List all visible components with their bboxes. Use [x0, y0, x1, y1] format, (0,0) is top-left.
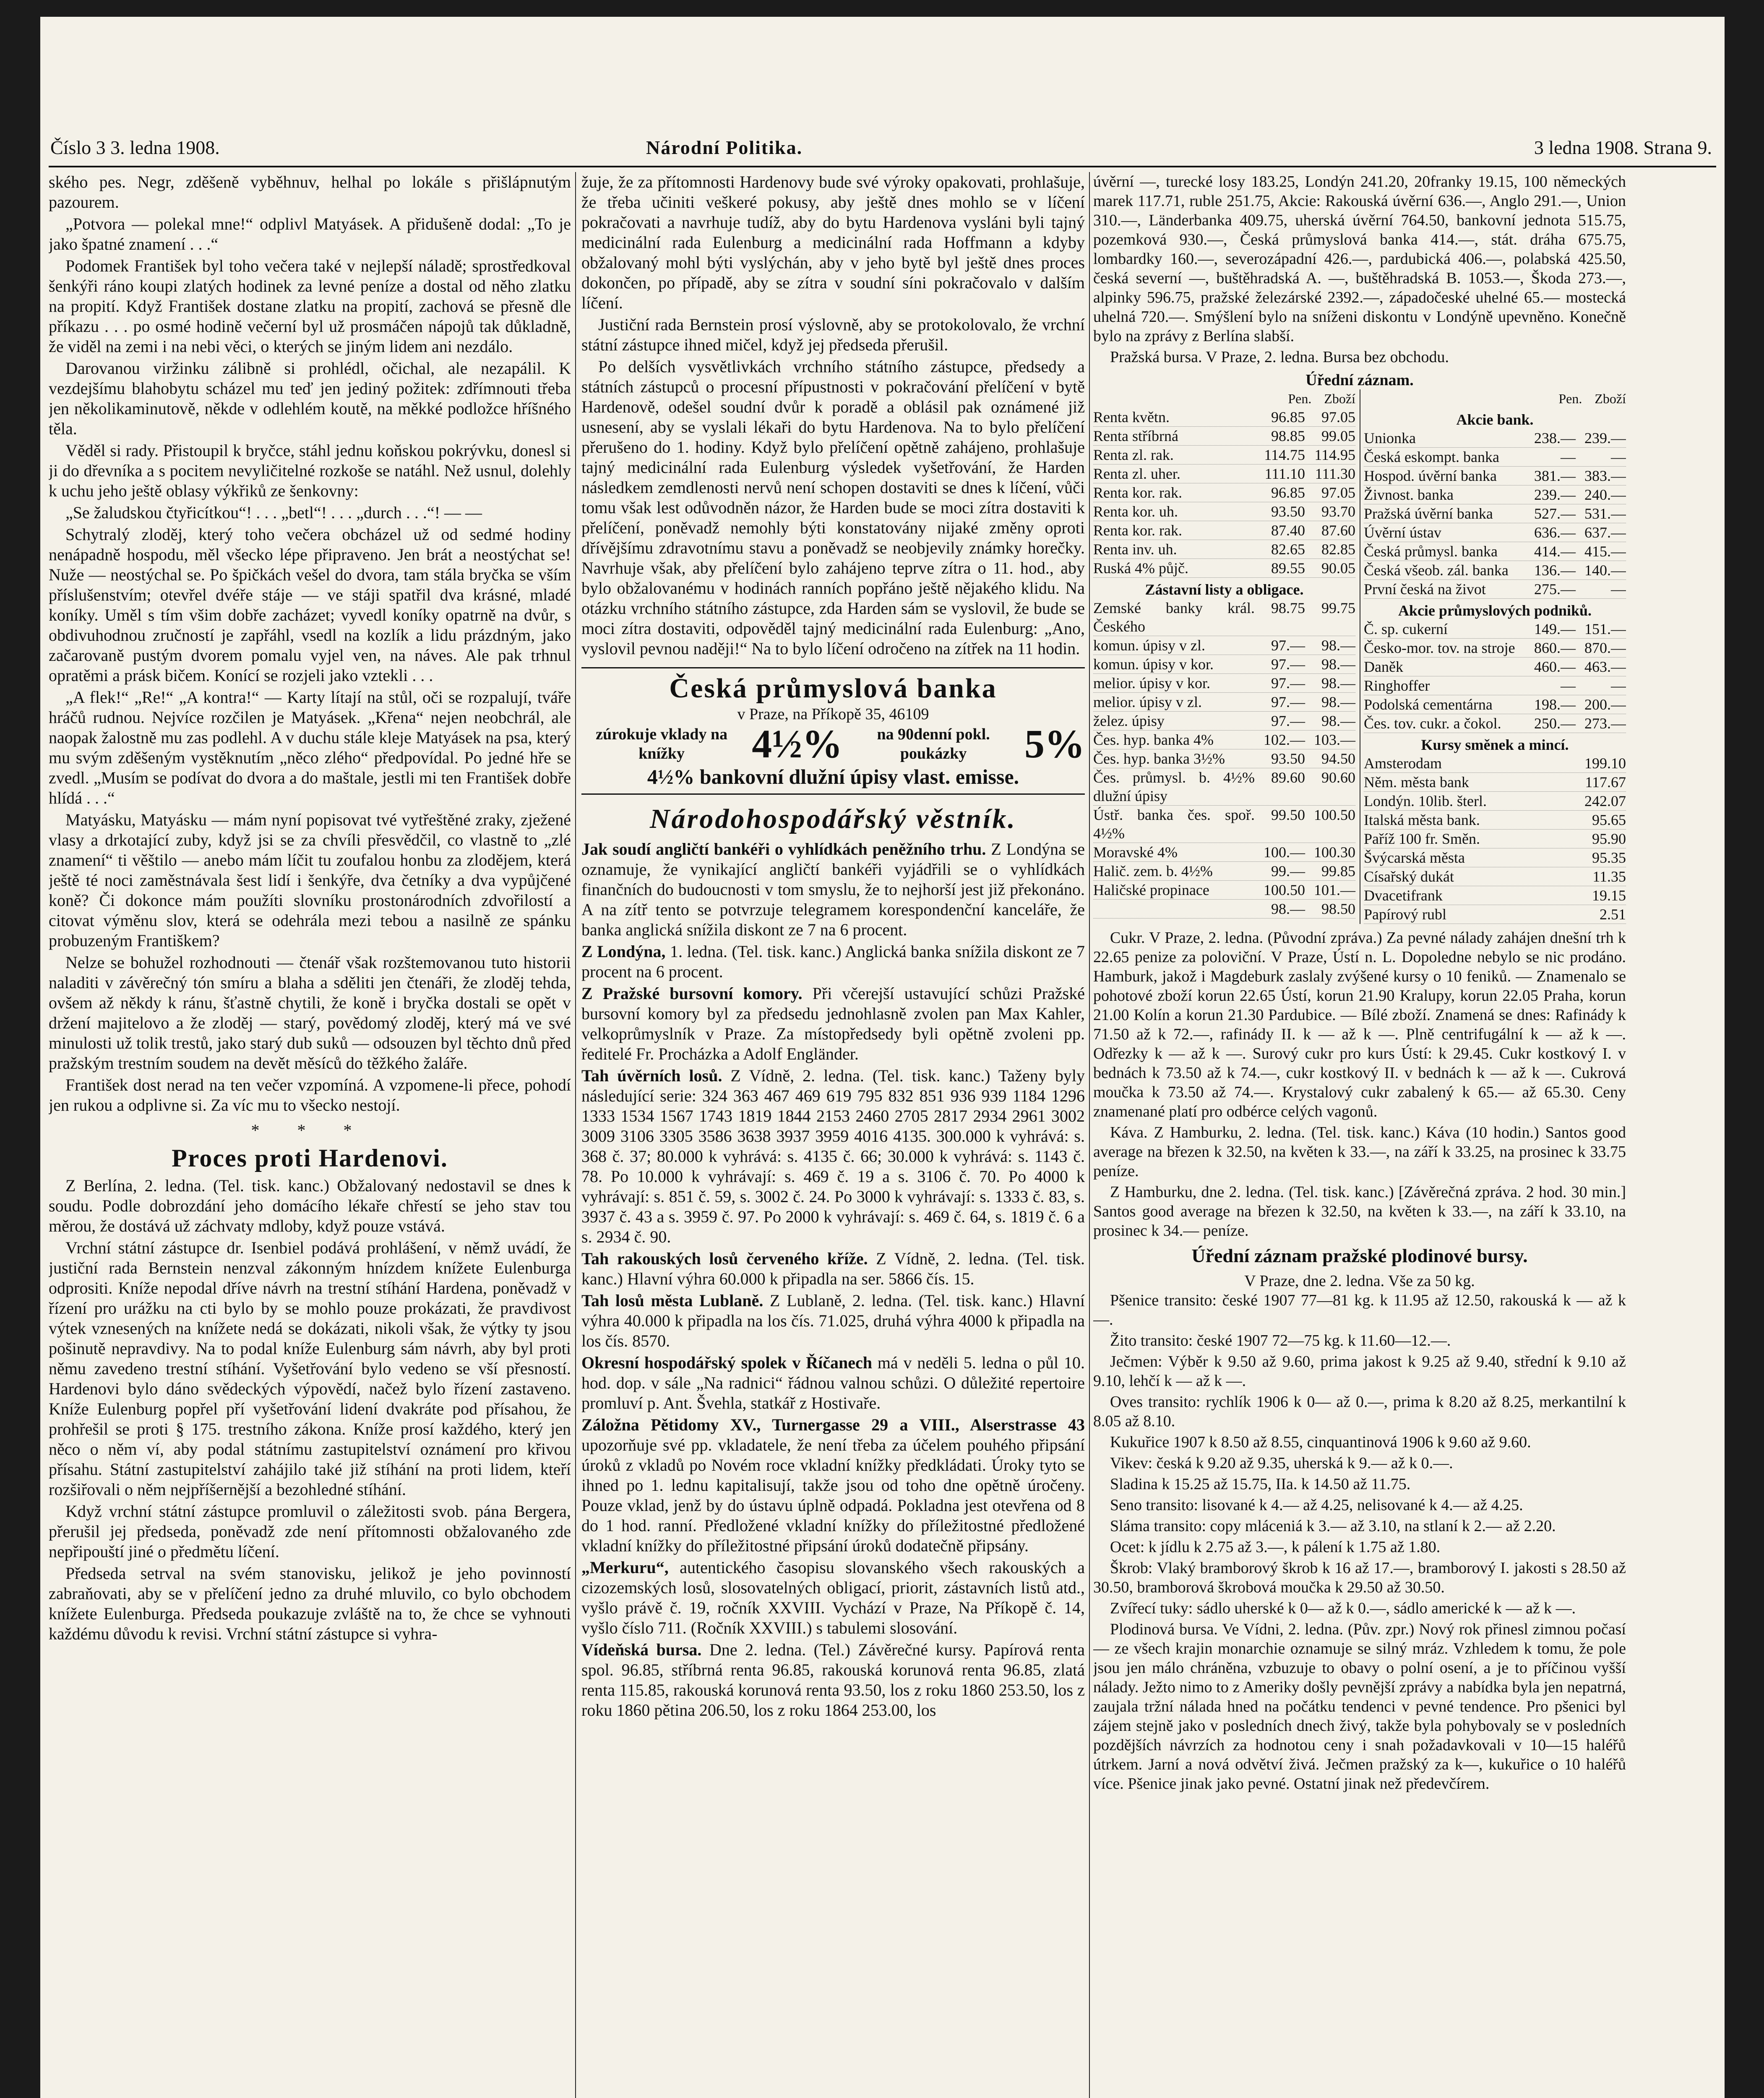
row-value: 90.60 [1321, 769, 1355, 786]
row-name: Renta kor. uh. [1093, 503, 1178, 520]
row-name: Halič. zem. b. 4½% [1093, 863, 1213, 879]
row-name: Čes. hyp. banka 3½% [1093, 750, 1225, 767]
row-value: 2.51 [1600, 906, 1626, 923]
table-row [1093, 862, 1355, 881]
row-name: Česká průmysl. banka [1364, 543, 1498, 560]
paragraph: „A flek!“ „Re!“ „A kontra!“ — Karty lítají na stůl, oči se rozpalují, tváře hráčů rudnou. Nejvíce rozčilen je Matyásek. „Křena“ nejen neobchrál, ale naopak žalostně mu zas podlehl. A v duchu stále kleje Matyásek na psa, který mu svým zděšeným vystěknutím „něco zlého“ předpovídal. Po jedné hře se zvedl. „Musím se podívat do dvora a do maštale, jestli mi ten František dobře hlídá . . .“ [49, 688, 571, 807]
table-row [1093, 900, 1355, 919]
news-item-text: upozorňuje své pp. vkladatele, že není třeba za účelem pouhého připsání úroků z vkladů po Novém roce vkladní knížky předkládati. Úroky tyto se ihned po 1. lednu kapitalisují, takže jsou od toho dne opětně úročeny. Pouze vklad, jenž by do ústavu úplně odpadá. Pokladna jest otevřena od 8 do 1 hod. ranní. Předložené vkladní knížky do příležitostné předložené vkladní knížky do příležitostné připsání úroků dodatečně připsány. [581, 1435, 1085, 1555]
row-name: Moravské 4% [1093, 844, 1178, 861]
col-header-pen: Pen. [1558, 391, 1582, 406]
news-item [581, 984, 1085, 1064]
news-item-text: Dne 2. ledna. (Tel.) Závěrečné kursy. Papírová renta spol. 96.85, stříbrná renta 96.85, rakouská korunová renta 96.85, zlatá renta 115.85, rakouská korunová renta 93.50, los z roku 1860 253.50, los z roku 1860 pětina 206.50, los z roku 1864 253.00, los [581, 1640, 1085, 1720]
table-row [1093, 768, 1355, 806]
commodity-quote: Ječmen: Výběr k 9.50 až 9.60, prima jakost k 9.25 až 9.40, střední k 9.10 až 9.10, lehčí k — až k —. [1093, 1353, 1626, 1390]
row-name: Renta stříbrná [1093, 428, 1178, 444]
ad-number: 46109 [889, 705, 929, 723]
row-value: 93.70 [1321, 503, 1355, 520]
table-row [1364, 639, 1626, 658]
news-item [581, 1558, 1085, 1638]
section-stars: * * * [251, 1121, 369, 1140]
row-name: Ruská 4% půjč. [1093, 560, 1188, 577]
table-row [1093, 731, 1355, 749]
commodity-quote: Zvířecí tuky: sádlo uherské k 0— až k 0.—, sádlo americké k — až k —. [1110, 1600, 1576, 1617]
row-value: 637.— [1584, 524, 1626, 541]
row-value: 100.50 [1264, 882, 1305, 898]
news-item-text: Z Vídně, 2. ledna. (Tel. tisk. kanc.) Hlavní výhra 60.000 k připadla na ser. 5866 čís. 15. [581, 1249, 1085, 1288]
row-name: Dvacetifrank [1364, 887, 1443, 904]
row-name: Něm. města bank [1364, 774, 1469, 791]
commodity-quote: Kukuřice 1907 k 8.50 až 8.55, cinquantinová 1906 k 9.60 až 9.60. [1110, 1433, 1531, 1451]
row-value: 275.— [1534, 581, 1576, 598]
row-value: 87.40 [1271, 522, 1305, 539]
table-row [1364, 848, 1626, 867]
section-masthead: Národohospodářský věstník. [649, 804, 1017, 834]
row-value: 97.— [1271, 675, 1305, 692]
news-item [581, 1415, 1085, 1556]
row-value: 273.— [1584, 715, 1626, 732]
paragraph: ského pes. Negr, zděšeně vyběhnuv, helhal po lokále s přišlápnutým pazourem. [49, 172, 571, 211]
table-row [1093, 806, 1355, 843]
zastavni-title: Zástavní listy a obligace. [1145, 581, 1304, 598]
table-title: Úřední záznam. [1305, 371, 1414, 389]
row-value: 100.50 [1314, 806, 1355, 823]
row-value: 100.30 [1314, 844, 1355, 861]
paragraph: „Se žaludskou čtyřicítkou“! . . . „betl“! . . . „durch . . .“! — — [65, 503, 482, 522]
row-value: 97.05 [1321, 409, 1355, 425]
paragraph: Předseda setrval na svém stanovisku, jelikož je jeho povinností zabraňovati, aby se v přelíčení jedno za druhé mluvilo, co bylo obchodem knížete Eulenburga. Předseda poukazuje zvláště na to, že chce se vyhnouti každému důvodu k revisi. Vrchní státní zástupce si vyhra- [49, 1564, 571, 1643]
row-value: 240.— [1584, 486, 1626, 503]
row-value: 90.05 [1321, 560, 1355, 577]
paragraph: Když vrchní státní zástupce promluvil o záležitosti svob. pána Bergera, přerušil jej předseda, poněvadž zde není přítomnosti obžalovaného zde nepřipouští jiné o předmětu líčení. [49, 1502, 571, 1561]
row-name: Renta inv. uh. [1093, 541, 1177, 558]
row-value: 82.65 [1271, 541, 1305, 558]
row-value: 149.— [1534, 621, 1576, 637]
paragraph: František dost nerad na ten večer vzpomíná. A vzpomene-li přece, pohodí jen rukou a odplivne si. Za víc mu to všecko nestojí. [49, 1075, 571, 1114]
row-name: Čes. hyp. banka 4% [1093, 731, 1214, 748]
row-value: 97.— [1271, 637, 1305, 654]
row-name: Renta kor. rak. [1093, 522, 1182, 539]
ad-right-label: na 90denní pokl. poukázky [877, 725, 990, 762]
table-row [1093, 502, 1355, 521]
row-value: 140.— [1584, 562, 1626, 579]
news-item-text: Z Londýna se oznamuje, že vynikající angličtí bankéři vyjádřili se o vyhlídkách finančních do budoucnosti v tom smyslu, že to nejhorší jest již překonáno. A na zítř tento se potvrzuje telegramem korespondenční kanceláře, že banka anglická snížila diskont ze 7 na 6 procent. [581, 840, 1085, 939]
table-row [1093, 636, 1355, 655]
row-name: melior. úpisy v zl. [1093, 694, 1202, 710]
row-value: 136.— [1534, 562, 1576, 579]
row-value: 151.— [1584, 621, 1626, 637]
row-name: Papírový rubl [1364, 906, 1446, 923]
smenky-list [1364, 754, 1626, 924]
row-name: Unionka [1364, 430, 1416, 446]
column-1 [49, 172, 571, 2098]
news-item-title: Tah losů města Lublaně. [581, 1291, 763, 1310]
row-value: 98.— [1321, 675, 1355, 692]
newspaper-title: Národní Politika. [646, 137, 803, 158]
table-row [1364, 561, 1626, 580]
row-value: 636.— [1534, 524, 1576, 541]
table-row [1364, 811, 1626, 830]
row-name: Česko-mor. tov. na stroje [1364, 639, 1515, 656]
col-header-zbozi: Zboží [1595, 391, 1626, 406]
row-name: Renta zl. rak. [1093, 446, 1174, 463]
row-value: 98.85 [1271, 428, 1305, 444]
news-item-text: autentického časopisu slovanského všech rakouských a cizozemských losů, slosovatelných obligací, priorit, zástavních listů atd., vyšlo právě č. 19, ročník XXVIII. Vychází v Praze, Na Příkopě č. 14, vyšlo číslo 711. (Ročník XXVIII.) s tabulemi slosování. [581, 1558, 1085, 1637]
table-row [1364, 695, 1626, 714]
news-item-title: Tah úvěrních losů. [581, 1066, 722, 1085]
row-value: 99.05 [1321, 428, 1355, 444]
col-header-zbozi: Zboží [1324, 391, 1355, 406]
row-value: 238.— [1534, 430, 1576, 446]
row-name [1093, 900, 1255, 918]
row-name: Amsterodam [1364, 755, 1442, 772]
row-name: Živnost. banka [1364, 486, 1454, 503]
row-name: Daněk [1364, 658, 1403, 675]
row-value: 381.— [1534, 467, 1576, 484]
row-value: 98.75 [1271, 600, 1305, 616]
row-value: 98.— [1321, 694, 1355, 710]
row-value: 94.50 [1321, 750, 1355, 767]
ad-footer: 4½% bankovní dlužní úpisy vlast. emisse. [647, 765, 1019, 788]
row-value: 89.60 [1271, 769, 1305, 786]
news-item-title: Okresní hospodářský spolek v Říčanech [581, 1353, 872, 1372]
row-value: 19.15 [1592, 887, 1626, 904]
row-value: 239.— [1534, 486, 1576, 503]
commodity-quote: Seno transito: lisované k 4.— až 4.25, nelisované k 4.— až 4.25. [1110, 1496, 1523, 1514]
paragraph: Plodinová bursa. Ve Vídni, 2. ledna. (Pův. zpr.) Nový rok přinesl zimnou počasí — ze všech krajin monarchie oznamuje se silný mráz. Vzhledem k tomu, že pole jsou jen málo chráněna, vzbuzuje to obavy o polní osení, a je to příčinou vyšší nálady. Ježto nimo to z Ameriky došly pevnější zprávy a nabídka byla jen nepatrná, zaujala tržní nálada hned na počátku tendenci v pevné tendence. Pro pšenici byl zájem stejně jako v posledních dnech živý, takže byla pohybovaly se v posledních pozdějších návrzích za hodnotou ceny i snah požadavkovali v 10—15 haléřů útrkem. Jarní a nová odvětví živá. Ječmen pražský za k—, kukuřice o 10 haléřů více. Pšenice jinak jako pevné. Ostatní jinak než předevčírem. [1093, 1620, 1626, 1793]
row-value: — [1561, 449, 1576, 465]
row-value: 460.— [1534, 658, 1576, 675]
table-row [1093, 464, 1355, 483]
row-name: Ústř. banka čes. spoř. 4½% [1093, 806, 1255, 842]
news-item [581, 942, 1085, 982]
row-name: želez. úpisy [1093, 712, 1165, 729]
page-header [50, 136, 1712, 162]
news-item-title: Vídeňská bursa. [581, 1640, 702, 1659]
table-row [1093, 881, 1355, 900]
ad-right-rate: 5% [1024, 721, 1085, 766]
table-row [1093, 559, 1355, 578]
row-name: Zemské banky král. Českého [1093, 600, 1255, 635]
row-value: 97.— [1271, 694, 1305, 710]
commodity-quote: Vikev: česká k 9.20 až 9.35, uherská k 9.— až k 0.—. [1110, 1454, 1453, 1472]
row-value: 98.50 [1321, 900, 1355, 917]
commodity-quote: Žito transito: české 1907 72—75 kg. k 11.60—12.—. [1110, 1332, 1451, 1349]
row-name: Čes. průmysl. b. 4½% dlužní úpisy [1093, 769, 1255, 804]
table-row [1364, 429, 1626, 448]
paragraph: Vrchní státní zástupce dr. Isenbiel podává prohlášení, v němž uvádí, že justiční rada Bernstein nenzval zákonným hnízdem knížete Eulenburga odprositi. Kníže nepodal dříve návrh na trestní stíhání Hardena, poněvadž v řízení pro urážku na cti bylo by se mohlo pouze prokázati, že pravdivost výtek vznesených na knížete nedá se dokázati, nikoli však, že výtky ty jsou pošinutě nepravdivy. Na to podal kníže Eulenburg sám návrh, aby byl proti němu zavedeno trestní stíhání. Vyšetřování bylo vedeno se vší přesností. Hardenovi bylo dáno svědeckých výpovědí, načež bylo řízení zastaveno. Kníže Eulenburg popřel pří vyšetřování lidení dvakráte pod přísahou, že prohřešil se proti § 175. trestního zákona. Kníže prosí každého, který jen něco o něm ví, aby podal státnímu zastupitelství oznámení pro křivou přísahu. Státní zastupitelství zahájilo také již stíhání na proti lidem, kteří rozšiřovali o něm nejpříšernější a bezohledné stíhání. [49, 1238, 571, 1499]
smenky-title: Kursy směnek a mincí. [1421, 736, 1569, 753]
row-value: 101.— [1314, 882, 1355, 898]
row-name: melior. úpisy v kor. [1093, 675, 1210, 692]
row-value: 87.60 [1321, 522, 1355, 539]
row-name: Švýcarská města [1364, 849, 1465, 866]
row-value: — [1561, 677, 1576, 694]
table-row [1093, 427, 1355, 446]
paragraph: Podomek František byl toho večera také v nejlepší náladě; sprostředkoval šenkýři ráno koupi zlatých hodinek za levné peníze a dostal od něho zlatku na propití. Když František dostane zlatku na propití, zachová se přesně dle příkazu . . . po osmé hodině večerní byl už prosmáčen nápojů tak důkladně, že viděl na zemi i na nebi věci, o kterých se jiným lidem ani nezdálo. [49, 256, 571, 356]
row-value: 96.85 [1271, 484, 1305, 501]
paragraph: „Potvora — polekal mne!“ odplivl Matyásek. A přidušeně dodal: „To je jako špatné znamení . . .“ [49, 214, 571, 253]
row-value: 96.85 [1271, 409, 1305, 425]
table-row [1093, 408, 1355, 427]
table-left [1093, 389, 1355, 924]
table-row [1364, 658, 1626, 676]
row-value: 99.75 [1321, 600, 1355, 616]
row-value: 93.50 [1271, 750, 1305, 767]
table-row [1364, 676, 1626, 695]
table-row [1093, 540, 1355, 559]
row-value: 117.67 [1585, 774, 1626, 791]
prumysl-title: Akcie průmyslových podniků. [1398, 602, 1592, 619]
table-row [1364, 448, 1626, 467]
row-value: 97.05 [1321, 484, 1355, 501]
table-row [1093, 446, 1355, 464]
news-item-text: má v neděli 5. ledna o půl 10. hod. dop. v sále „Na radnici“ řádnou valnou schůzi. O důležité repertoire promluví p. Ant. Švehla, statkář z Hostivaře. [581, 1353, 1085, 1412]
row-value: 95.65 [1592, 812, 1626, 828]
row-value: 531.— [1584, 505, 1626, 522]
paragraph: Schytralý zloděj, který toho večera obcházel už od sedmé hodiny nenápadně hospodu, měl všecko lépe připraveno. Jen brát a neostýchat se! Nuže — neostýchal se. Po špičkách vešel do dvora, tam stála bryčka se vším příslušenstvím; otevřel dvéře stáje — ve stáji spatřil dva krásné, mladé koníky. Uměl s tím všim dobře zacházet; vyvedl koníky opatrně na dvůr, s obdivuhodnou zručností je zapřáhl, vsedl na kozlík a lidu prázdným, jako začarovaně pustým dvorem pomalu vyjel ven, na náves. Ale pak trhnul opratěmi a prásk bičem. Konící se rozjeli jako vztekli . . . [49, 525, 571, 685]
row-name: Paříž 100 fr. Směn. [1364, 830, 1480, 847]
commodity-quote: Sladina k 15.25 až 15.75, IIa. k 14.50 až 11.75. [1110, 1475, 1411, 1493]
row-value: 111.10 [1264, 465, 1305, 482]
table-row [1364, 467, 1626, 485]
news-item-title: Záložna Pětidomy XV., Turnergasse 29 a VIII., Alserstrasse 43 [581, 1415, 1085, 1434]
news-item-text: Z Lublaně, 2. ledna. (Tel. tisk. kanc.) Hlavní výhra 40.000 k připadla na los čís. 71.025, druhá výhra 4000 k připadla na los čís. 8570. [581, 1291, 1085, 1350]
akcie-list [1364, 429, 1626, 599]
commodity-quote: Pšenice transito: české 1907 77—81 kg. k 11.95 až 12.50, rakouská k — až k —. [1093, 1292, 1626, 1328]
row-name: Podolská cementárna [1364, 696, 1493, 713]
row-value: 102.— [1264, 731, 1305, 748]
news-item-text: Z Vídně, 2. ledna. (Tel. tisk. kanc.) Taženy byly následující serie: 324 363 467 469 619 795 832 851 936 939 1184 1296 1333 1534 1567 1743 1819 1844 2153 2460 2705 2817 2934 2961 3002 3009 3106 3305 3586 3638 3937 3959 4016 4135. 300.000 k vyhrává: s. 368 č. 37; 80.000 k vyhrává: s. 4135 č. 66; 30.000 k vyhrává: s. 1143 č. 78. Po 10.000 k vyhrávají: s. 469 č. 19 a s. 3106 č. 70. Po 4000 k vyhrávají: s. 851 č. 59, s. 3002 č. 24. Po 3000 k vyhrávají: s. 1333 č. 83, s. 3937 č. 43 a s. 3959 č. 97. Po 2000 k vyhrávají: s. 469 č. 64, s. 1819 č. 6 a s. 2934 č. 90. [581, 1066, 1085, 1246]
row-value: 383.— [1584, 467, 1626, 484]
row-value: 100.— [1264, 844, 1305, 861]
column-divider [575, 172, 576, 2098]
row-name: Hospod. úvěrní banka [1364, 467, 1497, 484]
paragraph: Po delších vysvětlivkách vrchního státního zástupce, předsedy a státních zástupců o procesní přípustnosti v pokračování přelíčení v bytě Hardenově, odešel soudní dvůr k poradě a oblásil pak oznámené již usnesení, aby se vyslali lékaři do bytu Hardenova. Na to bylo přelíčení přerušeno do 1. hodiny. Když bylo přelíčení opětně zahájeno, prohlašuje tajný medicinální rada Eulenburg výsledek vyšetřování, že Harden následkem zemdlenosti nervů není schopen dostaviti se dnes k líčení, vůči tomu však lest odůvodněn názor, že Harden bude se moci zítra dostaviti k přelíčení, poněvadž nemohly býti konstatovány nijaké změny oproti dřívějšímu zdravotnímu stavu a poněvadž se neobjevily známky horečky. Navrhuje však, aby přelíčení bylo zahájeno teprve zítra o 11. hod., aby bylo obžalovanému v hodinách ranních popřáno ještě nějakého klidu. Na otázku vrchního státního zástupce, zda Harden sám se vyslovil, že bude se moci zítra dostaviti, odpověděl tajný medicinální rada Eulenburg: „Ano, vyslovil pevnou naději!“ Na to bylo líčení odročeno na zítřek na 11 hodin. [581, 357, 1085, 658]
row-value: 200.— [1584, 696, 1626, 713]
news-item-title: „Merkuru“, [581, 1558, 669, 1577]
news-item [581, 839, 1085, 940]
header-rule [49, 166, 1716, 167]
news-item-title: Z Pražské bursovní komory. [581, 984, 803, 1003]
plodinova-intro: V Praze, dne 2. ledna. Vše za 50 kg. [1244, 1272, 1475, 1290]
table-row [1093, 521, 1355, 540]
row-value: 239.— [1584, 430, 1626, 446]
ad-left-rate: 4½% [752, 721, 843, 766]
row-value: 99.50 [1271, 806, 1305, 823]
row-name: Renta květn. [1093, 409, 1170, 425]
akcie-title: Akcie bank. [1456, 411, 1534, 428]
table-row [1364, 792, 1626, 811]
table-row [1364, 886, 1626, 905]
row-value: 111.30 [1315, 465, 1355, 482]
paragraph: Matyásku, Matyásku — mám nyní popisovat tvé vytřeštěné zraky, zježené vlasy a drkotající zuby, když jsi se za chvíli přesvědčil, co vlastně to „zlé znamení“ ti věštilo — anebo mám líčit tu zoufalou honbu za zlodějem, která ještě té noci zaměstnávala šest lidí i šenkýře, dva četníky a dva vypůjčené koně? Či dokonce mám použíti slovníku prostonárodních zdvořilostí a citovat výměnu slov, která se odehrála mezi tebou a nasilně ze spánku probuzeným Františkem? [49, 810, 571, 950]
column-3 [1093, 172, 1626, 2098]
table-row [1364, 714, 1626, 733]
column-divider [1089, 172, 1090, 2098]
row-name: Pražská úvěrní banka [1364, 505, 1493, 522]
proces-headline: Proces proti Hardenovi. [172, 1144, 448, 1172]
news-item-text: Při včerejší ustavující schůzi Pražské bursovní komory byl za předsedu jednohlasně zvolen pan Max Kahler, velkoprůmyslník v Praze. Za místopředsedy byli opětně zvoleni pp. ředitelé Fr. Procházka a Adolf Engländer. [581, 984, 1085, 1063]
news-item-title: Tah rakouských losů červeného kříže. [581, 1249, 868, 1268]
row-value: 199.10 [1584, 755, 1626, 772]
row-value: 415.— [1584, 543, 1626, 560]
row-name: Česká eskompt. banka [1364, 449, 1499, 465]
row-name: Ringhoffer [1364, 677, 1430, 694]
paragraph: Pražská bursa. V Praze, 2. ledna. Bursa bez obchodu. [1110, 348, 1449, 366]
table-row [1093, 674, 1355, 693]
table-row [1364, 830, 1626, 848]
news-item-title: Z Londýna, [581, 942, 666, 961]
table-row [1093, 712, 1355, 731]
row-value: 870.— [1584, 639, 1626, 656]
market-table [1093, 371, 1626, 924]
news-item [581, 1066, 1085, 1247]
paragraph: Justiční rada Bernstein prosí výslovně, aby se protokolovalo, že vrchní státní zástupce ihned mičel, když jej předseda přerušil. [581, 315, 1085, 354]
row-name: komun. úpisy v kor. [1093, 656, 1214, 673]
zastavni-list [1093, 599, 1355, 919]
commodity-quote: Sláma transito: copy mláceniá k 3.— až 3.10, na stlaní k 2.— až 2.20. [1110, 1517, 1556, 1535]
row-value: — [1611, 677, 1626, 694]
column-2 [581, 172, 1085, 2098]
ad-title: Česká průmyslová banka [669, 673, 997, 704]
row-value: 11.35 [1592, 868, 1626, 885]
row-name: Čes. tov. cukr. a čokol. [1364, 715, 1501, 732]
row-value: 97.— [1271, 712, 1305, 729]
paragraph: Z Berlína, 2. ledna. (Tel. tisk. kanc.) Obžalovaný nedostavil se dnes k soudu. Podle dobrozdání jeho domácího lékaře chřestí se jeho stav tou měrou, že dostává už záchvaty mdloby, když pouze vstává. [49, 1176, 571, 1235]
table-row [1364, 773, 1626, 792]
table-row [1364, 905, 1626, 924]
row-value: 97.— [1271, 656, 1305, 673]
plodinova-headline: Úřední záznam pražské plodinové bursy. [1191, 1245, 1528, 1266]
row-value: 114.95 [1314, 446, 1355, 463]
paragraph: Darovanou viržinku zálibně si prohlédl, očichal, ale nezapálil. K vezdejšímu blahobytu scházel mu teď jen jediný požitek: zdřímnouti třeba jen několikaminutově, někde v odlehlém koutě, na měkké podložce hříšného těla. [49, 359, 571, 438]
table-row [1364, 867, 1626, 886]
date-and-page: 3 ledna 1908. Strana 9. [1534, 137, 1712, 158]
row-value: 242.07 [1584, 793, 1626, 809]
row-value: 198.— [1534, 696, 1576, 713]
news-item [581, 1640, 1085, 1720]
commodity-quote: Ocet: k jídlu k 2.75 až 3.—, k pálení k 1.75 až 1.80. [1110, 1538, 1441, 1556]
row-value: 93.50 [1271, 503, 1305, 520]
table-row [1364, 542, 1626, 561]
row-name: Renta kor. rak. [1093, 484, 1182, 501]
paragraph: Nelze se bohužel rozhodnouti — čtenář však rozštemovanou tuto historii naladiti v závěrečný tón smíru a blaha a sděliti jen čtenáři, že zloděj tehda, ovšem až někdy k ránu, šťastně chytili, že koně i bryčka dostali se opět v držení majitelovo a že zloděj — starý, povědomý zloděj, který má ve své minulosti už tolik trestů, jako starý dub suků — odsouzen byl těchto dnů před pražským trestním soudem na devět měsíců do těžkého žaláře. [49, 953, 571, 1072]
row-name: komun. úpisy v zl. [1093, 637, 1205, 654]
table-row [1093, 655, 1355, 674]
table-row [1093, 843, 1355, 862]
commodity-quote: Škrob: Vlaký bramborový škrob k 16 až 17.—, bramborový I. jakosti s 28.50 až 30.50, bramborová škrobová moučka k 29.50 až 30.50. [1093, 1559, 1626, 1596]
row-name: Londýn. 10lib. šterl. [1364, 793, 1487, 809]
news-item-title: Jak soudí angličtí bankéři o vyhlídkách peněžního trhu. [581, 840, 986, 859]
table-right [1360, 389, 1626, 924]
row-name: Haličské propinace [1093, 882, 1209, 898]
newspaper-page [40, 17, 1725, 2098]
table-row [1364, 485, 1626, 504]
row-value: 95.35 [1592, 849, 1626, 866]
news-item [581, 1353, 1085, 1413]
row-value: 98.— [1321, 637, 1355, 654]
row-value: 527.— [1534, 505, 1576, 522]
paragraph: Věděl si rady. Přistoupil k bryčce, stáhl jednu koňskou pokrývku, donesl si ji do dřevníka a s pocitem nevyličitelné rozkoše se natáhl. Než usnul, dolehly k uchu jeho ještě oblasy výkřiků ze šenkovny: [49, 441, 571, 500]
ad-left-label: zúrokuje vklady na knížky [596, 725, 728, 762]
paragraph: Káva. Z Hamburku, 2. ledna. (Tel. tisk. kanc.) Káva (10 hodin.) Santos good average na březen k 32.50, na květen k 33.—, na září k 33.25, na prosinec k 33.75 peníze. [1093, 1124, 1626, 1180]
row-name: Italská města bank. [1364, 812, 1480, 828]
rents-list [1093, 408, 1355, 578]
row-value: 414.— [1534, 543, 1576, 560]
prumysl-list [1364, 620, 1626, 733]
row-name: První česká na život [1364, 581, 1486, 598]
table-row [1364, 580, 1626, 599]
table-row [1364, 620, 1626, 639]
row-name: Císařský dukát [1364, 868, 1454, 885]
table-row [1093, 693, 1355, 712]
row-value: 860.— [1534, 639, 1576, 656]
table-row [1093, 483, 1355, 502]
table-row [1364, 523, 1626, 542]
row-value: 99.— [1271, 863, 1305, 879]
paragraph: Z Hamburku, dne 2. ledna. (Tel. tisk. kanc.) [Závěrečná zpráva. 2 hod. 30 min.] Santos good average na březen k 32.50, na květen k 33.—, na září k 33.10, na prosinec k 34.— peníze. [1093, 1183, 1626, 1239]
row-value: 463.— [1584, 658, 1626, 675]
table-row [1093, 749, 1355, 768]
row-name: Česká všeob. zál. banka [1364, 562, 1509, 579]
news-items [581, 839, 1085, 1720]
plodiny-list [1093, 1291, 1626, 1618]
col-header-pen: Pen. [1288, 391, 1312, 406]
row-value: — [1611, 449, 1626, 465]
row-name: Č. sp. cukerní [1364, 621, 1448, 637]
table-row [1364, 754, 1626, 773]
news-item [581, 1291, 1085, 1351]
row-value: 99.85 [1321, 863, 1355, 879]
row-name: Renta zl. uher. [1093, 465, 1180, 482]
row-value: — [1611, 581, 1626, 598]
ad-address: v Praze, na Příkopě 35, [737, 705, 885, 723]
row-value: 95.90 [1592, 830, 1626, 847]
row-value: 103.— [1314, 731, 1355, 748]
table-row [1093, 599, 1355, 636]
news-item [581, 1249, 1085, 1289]
news-item-text: 1. ledna. (Tel. tisk. kanc.) Anglická banka snížila diskont ze 7 procent na 6 procent. [581, 942, 1085, 981]
row-value: 250.— [1534, 715, 1576, 732]
row-value: 98.— [1271, 900, 1305, 917]
row-name: Úvěrní ústav [1364, 524, 1441, 541]
row-value: 89.55 [1271, 560, 1305, 577]
row-value: 82.85 [1321, 541, 1355, 558]
issue-number: Číslo 3 3. ledna 1908. [50, 137, 220, 158]
paragraph: úvěrní —, turecké losy 183.25, Londýn 241.20, 20franky 19.15, 100 německých marek 117.71, ruble 251.75, Akcie: Rakouská úvěrní 636.—, Anglo 291.—, Union 310.—, Länderbanka 409.75, uherská úvěrní 764.50, bankovní jednota 515.75, pozemková 930.—, Česká průmyslová banka 414.—, stát. dráha 675.75, lombardky 160.—, severozápadní 426.—, pardubická 406.—, polabská 425.50, česká severní —, buštěhradská A. —, buštěhradská B. 1053.—, Škoda 273.—, alpinky 596.75, pražské železárské 2392.—, západočeské uhelné 65.— mostecká uhelná 720.—. Smýšlení bylo na sníženi diskontu v Londýně upevněno. Konečně bylo na zprávy z Berlína slabší. [1093, 173, 1626, 345]
table-row [1364, 504, 1626, 523]
paragraph: žuje, že za přítomnosti Hardenovy bude své výroky opakovati, prohlašuje, že třeba učiniti veškeré pokusy, aby ještě dnes mohlo se v líčení pokračovati a navrhuje tudíž, aby do bytu Hardenova vysláni byli tajný medicinální rada Eulenburg a medicinální rada Hoffmann a kdyby obžalovaný mohl býti vyslýchán, aby v jeho bytě byl ještě dnes proces dokončen, po případě, aby se zítra v soudní síni pokračovalo v dalším líčení. [581, 172, 1085, 312]
row-value: 98.— [1321, 656, 1355, 673]
commodity-quote: Oves transito: rychlík 1906 k 0— až 0.—, prima k 8.20 až 8.25, merkantilní k 8.05 až 8.10. [1093, 1393, 1626, 1430]
paragraph: Cukr. V Praze, 2. ledna. (Původní zpráva.) Za pevné nálady zahájen dnešní trh k 22.65 penize za poloviční. V Praze, Ústí n. L. Dopoledne nebylo se nic prodáno. Hamburk, jakož i Magdeburk zaslaly zvýšené kursy o 10 feniků. — Znamenalo se pohotové zboží korun 22.65 Ústí, korun 21.90 Kralupy, korun 22.05 Praha, korun 21.00 Kolín a korun 21.30 Pardubice. — Bílé zboží. Znamená se dnes: Rafinády k 71.50 až k 72.—, rafinády II. k — až k —. Plně centrifugální k — až k —. Odřezky k — až k —. Surový cukr pro kurs Ústí: k 29.45. Cukr kostkový I. v bednách k 73.50 až k 74.—, cukr kostkový II. v bednách k — až k —. Cukrová moučka k 73.50 až 74.—. Krystalový cukr zabalený k 65.— až 65.30. Ceny znamenané platí pro odbérce celých vagonů. [1093, 929, 1626, 1120]
bank-advertisement [581, 667, 1085, 795]
row-value: 98.— [1321, 712, 1355, 729]
row-value: 114.75 [1264, 446, 1305, 463]
